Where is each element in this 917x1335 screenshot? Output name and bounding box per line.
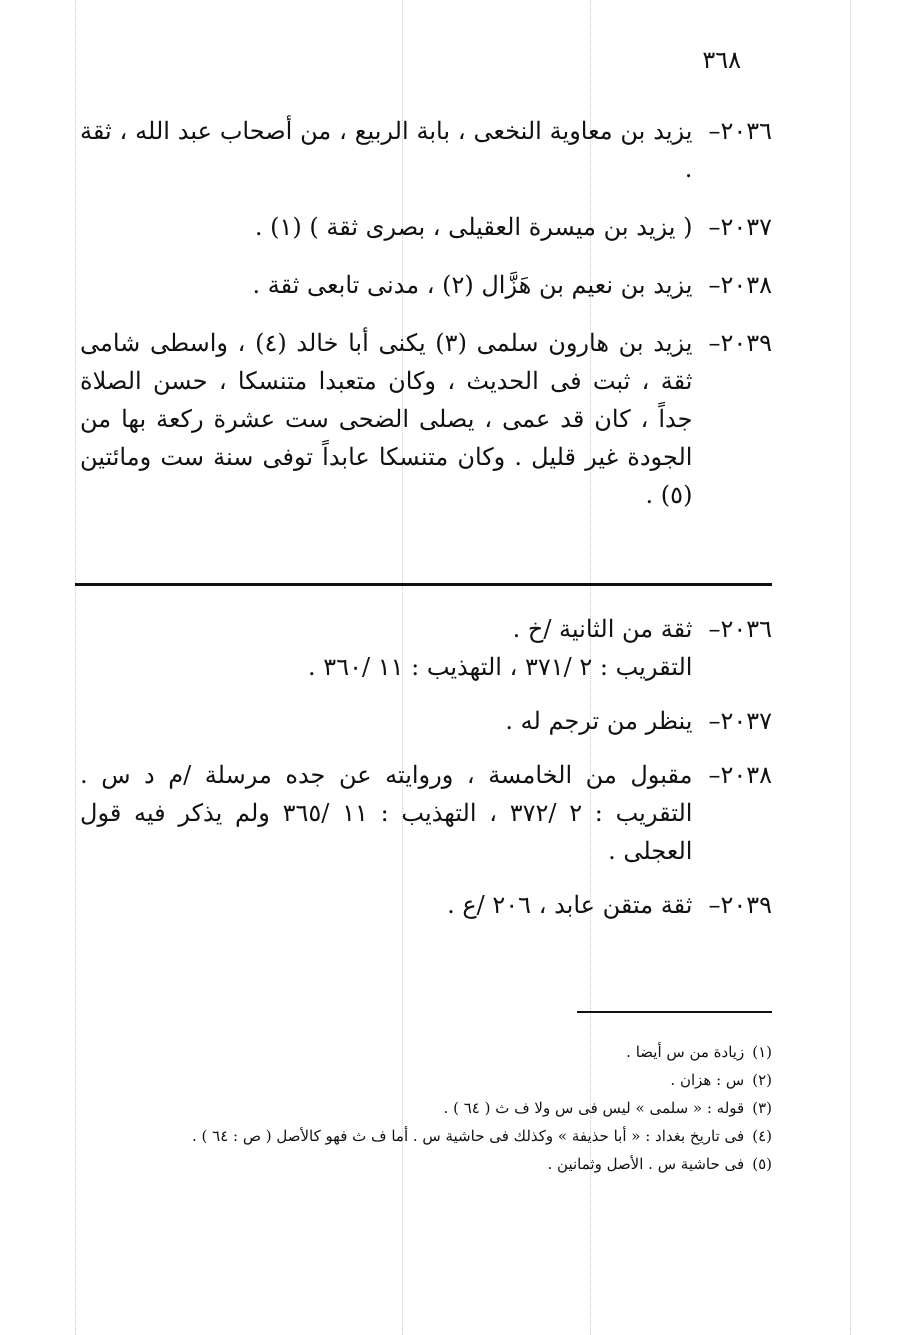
entry-number: ٢٠٣٧– — [708, 213, 772, 241]
note — [80, 702, 772, 740]
footnote — [80, 1038, 772, 1066]
entry-text: يزيد بن معاوية النخعى ، بابة الربيع ، من أصحاب عبد الله ، ثقة . — [80, 117, 693, 183]
commentary-notes — [80, 610, 772, 940]
dotted-guide-line — [850, 0, 851, 1335]
note — [80, 756, 772, 870]
entry — [80, 324, 772, 514]
footnote — [80, 1066, 772, 1094]
footnote-number: (٣) — [752, 1099, 772, 1117]
note-line: ثقة من الثانية /خ . — [512, 615, 693, 643]
note-text: ينظر من ترجم له . — [505, 707, 693, 735]
footnote-divider — [577, 1011, 772, 1013]
entry-number: ٢٠٣٨– — [708, 271, 772, 299]
footnote — [80, 1150, 772, 1178]
note-text — [80, 610, 700, 686]
page-number: ٣٦٨ — [702, 46, 741, 74]
dotted-guide-line — [75, 0, 76, 1335]
footnote-text: فى حاشية س . الأصل وثمانين . — [547, 1155, 745, 1173]
entry-text: يزيد بن نعيم بن هَزَّال (٢) ، مدنى تابعى ثقة . — [252, 271, 693, 299]
entry — [80, 266, 772, 304]
footnote — [80, 1094, 772, 1122]
footnotes — [80, 1038, 772, 1178]
note-text: ثقة متقن عابد ، ٢٠٦ /ع . — [447, 891, 693, 919]
entry — [80, 112, 772, 188]
note-number: ٢٠٣٧– — [708, 707, 772, 735]
footnote — [80, 1122, 772, 1150]
entry-number: ٢٠٣٦– — [708, 117, 772, 145]
entry-text: ( يزيد بن ميسرة العقيلى ، بصرى ثقة ) (١) . — [254, 213, 693, 241]
footnote-text: زيادة من س أيضا . — [626, 1043, 745, 1061]
footnote-number: (٥) — [752, 1155, 772, 1173]
note-line: التقريب : ٢ /٣٧١ ، التهذيب : ١١ /٣٦٠ . — [308, 653, 693, 681]
entry-text: يزيد بن هارون سلمى (٣) يكنى أبا خالد (٤) ، واسطى شامى ثقة ، ثبت فى الحديث ، وكان متعبدا متنسكا ، حسن الصلاة جداً ، كان قد عمى ، يصلى الضحى ست عشرة ركعة بها من الجودة غير قليل . وكان متنسكا عابداً توفى سنة ست ومائتين (٥) . — [80, 329, 693, 509]
section-divider — [75, 583, 772, 586]
note — [80, 610, 772, 686]
entry — [80, 208, 772, 246]
footnote-text: س : هزان . — [670, 1071, 745, 1089]
footnote-text: قوله : « سلمى » ليس فى س ولا ف ث ( ٦٤ ) . — [443, 1099, 745, 1117]
footnote-number: (٤) — [752, 1127, 772, 1145]
main-entries — [80, 112, 772, 534]
entry-number: ٢٠٣٩– — [708, 329, 772, 357]
note-number: ٢٠٣٦– — [708, 615, 772, 643]
note — [80, 886, 772, 924]
footnote-text: فى تاريخ بغداد : « أبا حذيفة » وكذلك فى حاشية س . أما ف ث فهو كالأصل ( ص : ٦٤ ) . — [192, 1127, 745, 1145]
footnote-number: (٢) — [752, 1071, 772, 1089]
note-text: مقبول من الخامسة ، وروايته عن جده مرسلة /م د س . التقريب : ٢ /٣٧٢ ، التهذيب : ١١ /٣٦٥ ولم يذكر فيه قول العجلى . — [80, 761, 693, 865]
note-number: ٢٠٣٨– — [708, 761, 772, 789]
footnote-number: (١) — [752, 1043, 772, 1061]
note-number: ٢٠٣٩– — [708, 891, 772, 919]
